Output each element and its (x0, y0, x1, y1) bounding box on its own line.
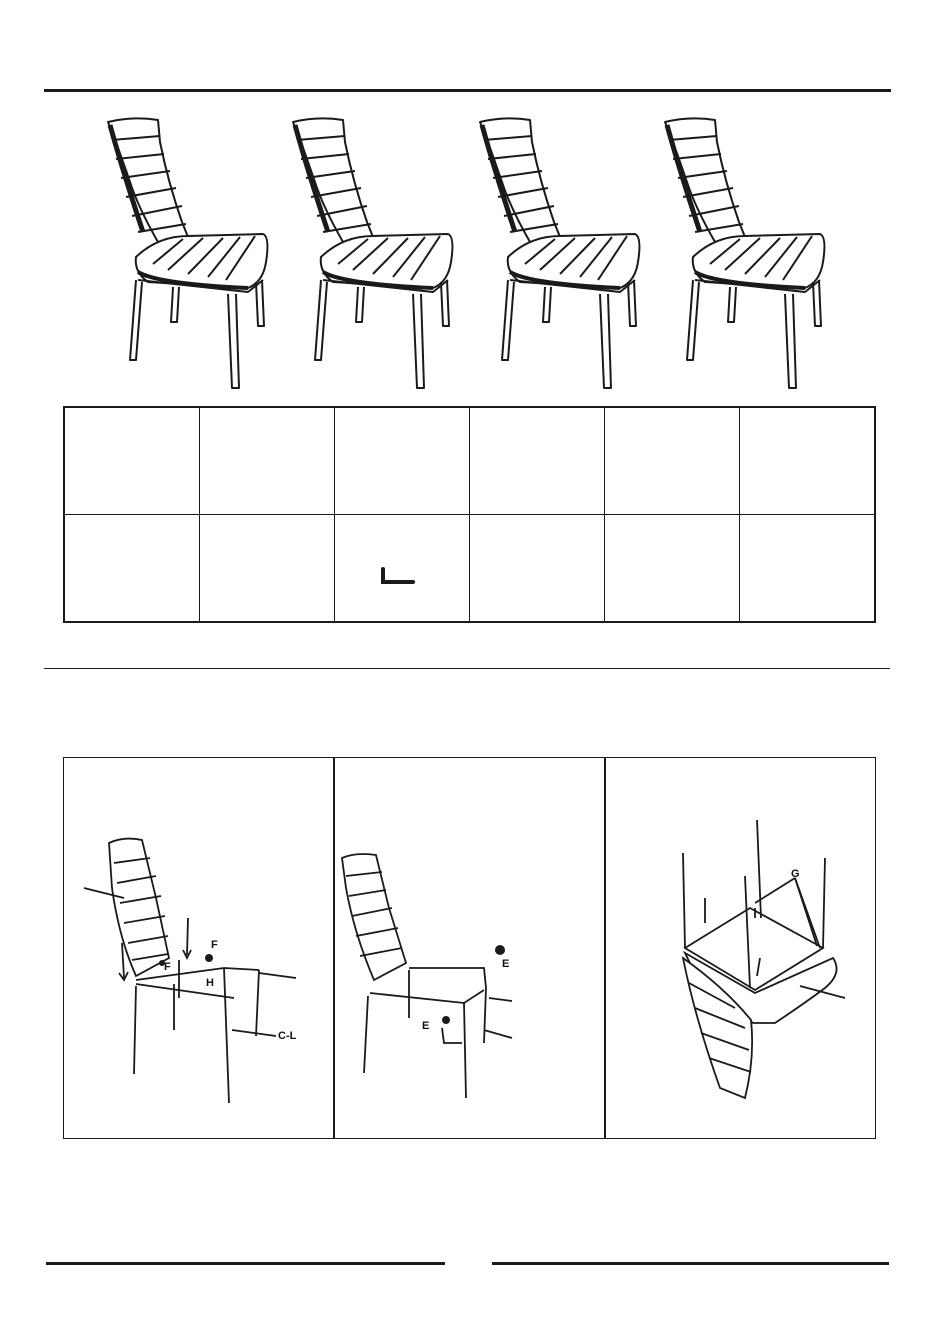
table-cell (334, 407, 469, 515)
table-cell (334, 515, 469, 623)
table-cell (469, 515, 604, 623)
header-rule (44, 89, 891, 92)
table-cell (199, 515, 334, 623)
label-f-top: F (211, 939, 218, 951)
section-divider (44, 668, 890, 669)
step-1-diagram (64, 758, 336, 1140)
label-f-side: F (164, 961, 171, 973)
table-cell (199, 407, 334, 515)
step-1-panel (63, 757, 335, 1139)
footer-rule-left (46, 1262, 445, 1265)
chair-illustration-4 (655, 112, 845, 397)
label-g: G (791, 868, 800, 880)
table-cell (740, 407, 875, 515)
parts-table (63, 406, 876, 623)
allen-key-icon (379, 567, 419, 587)
table-row (64, 515, 875, 623)
label-e-bottom: E (422, 1020, 430, 1032)
table-cell (740, 515, 875, 623)
chair-illustration-1 (98, 112, 288, 397)
table-cell (64, 515, 199, 623)
step-2-diagram (334, 758, 607, 1140)
table-cell (64, 407, 199, 515)
label-e-top: E (502, 958, 510, 970)
footer-rule-right (492, 1262, 889, 1265)
step-3-panel (604, 757, 876, 1139)
chair-illustration-2 (283, 112, 473, 397)
table-cell (605, 515, 740, 623)
table-cell (469, 407, 604, 515)
table-cell (605, 407, 740, 515)
chair-illustration-3 (470, 112, 660, 397)
step-3-diagram (605, 758, 877, 1140)
label-cl: C-L (278, 1030, 297, 1042)
table-row (64, 407, 875, 515)
step-2-panel (333, 757, 606, 1139)
label-h: H (206, 977, 214, 989)
